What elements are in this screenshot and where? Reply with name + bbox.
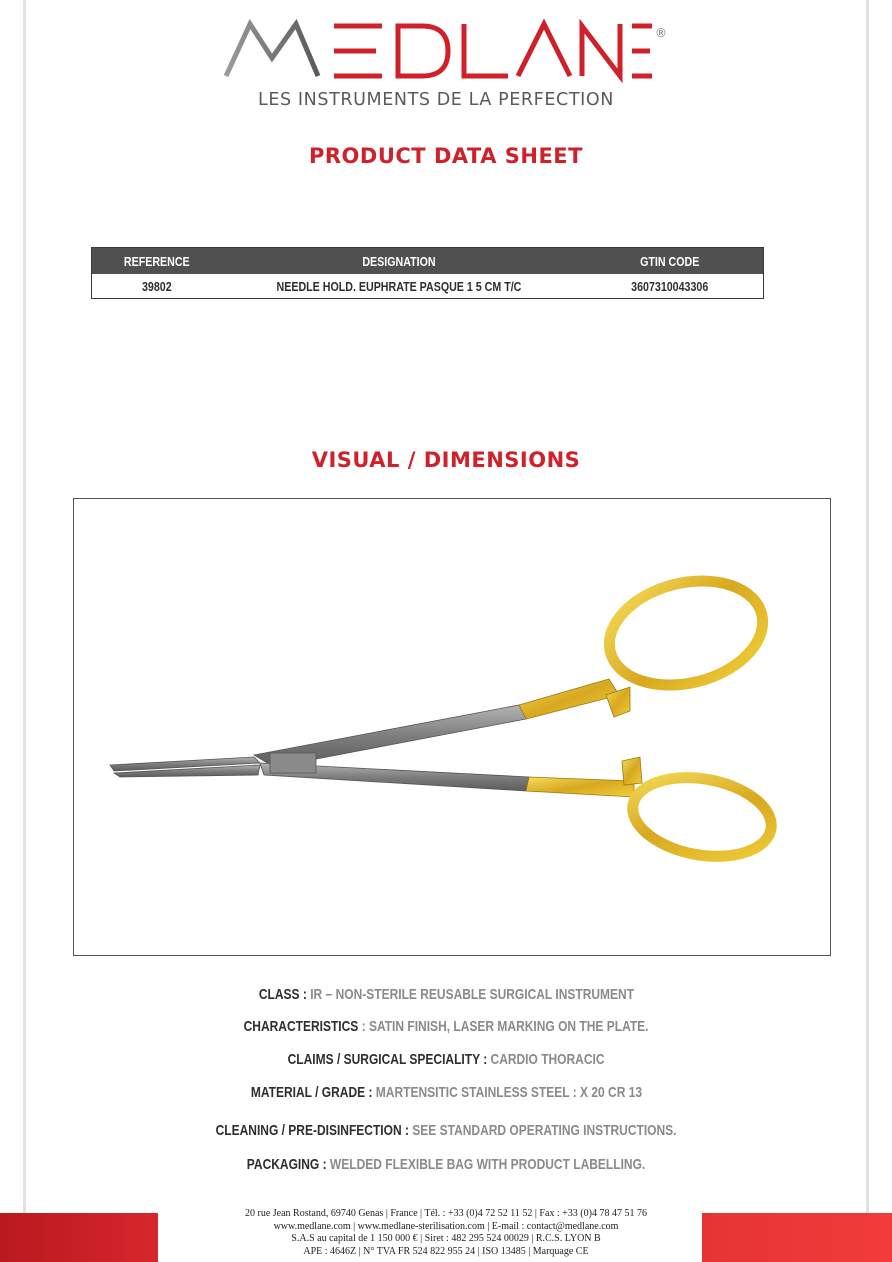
table-header-row	[92, 248, 763, 274]
cell-designation: NEEDLE HOLD. EUPHRATE PASQUE 1 5 CM T/C	[276, 278, 521, 294]
footer-line-address: 20 rue Jean Rostand, 69740 Genas | France | Tél. : +33 (0)4 72 52 11 52 | Fax : +33 (0)4 78 47 51 76	[245, 1208, 647, 1219]
table-row	[92, 274, 763, 298]
cell-reference: 39802	[141, 278, 172, 294]
left-border-line	[23, 0, 26, 1262]
footer-line-legal: APE : 4646Z | N° TVA FR 524 822 955 24 | ISO 13485 | Marquage CE	[303, 1245, 589, 1257]
medlane-logo	[222, 18, 652, 84]
cell-gtin: 3607310043306	[630, 278, 708, 294]
right-border-line	[866, 0, 869, 1262]
registered-mark: ®	[655, 26, 667, 40]
footer-contact	[0, 1208, 892, 1258]
page-title: PRODUCT DATA SHEET	[309, 144, 583, 168]
reference-table	[91, 247, 764, 299]
footer-line-web: www.medlane.com | www.medlane-sterilisation.com | E-mail : contact@medlane.com	[273, 1220, 619, 1232]
spec-packaging: PACKAGING : WELDED FLEXIBLE BAG WITH PRODUCT LABELLING.	[246, 1156, 646, 1173]
product-visual-box	[73, 498, 831, 956]
spec-material: MATERIAL / GRADE : MARTENSITIC STAINLESS STEEL : X 20 CR 13	[250, 1084, 642, 1101]
brand-tagline: LES INSTRUMENTS DE LA PERFECTION	[258, 90, 614, 110]
spec-characteristics: CHARACTERISTICS : SATIN FINISH, LASER MARKING ON THE PLATE.	[243, 1018, 649, 1035]
header-designation: DESIGNATION	[361, 253, 436, 269]
visual-title: VISUAL / DIMENSIONS	[311, 448, 581, 472]
spec-class: CLASS : IR – NON-STERILE REUSABLE SURGICAL INSTRUMENT	[258, 986, 634, 1003]
spec-claims: CLAIMS / SURGICAL SPECIALITY : CARDIO THORACIC	[287, 1051, 605, 1068]
footer-line-company: S.A.S au capital de 1 150 000 € | Siret : 482 295 524 00029 | R.C.S. LYON B	[291, 1233, 601, 1244]
needle-holder-image	[74, 499, 832, 957]
header-reference: REFERENCE	[123, 253, 190, 269]
spec-cleaning: CLEANING / PRE-DISINFECTION : SEE STANDARD OPERATING INSTRUCTIONS.	[215, 1122, 677, 1139]
header-gtin: GTIN CODE	[639, 253, 699, 269]
